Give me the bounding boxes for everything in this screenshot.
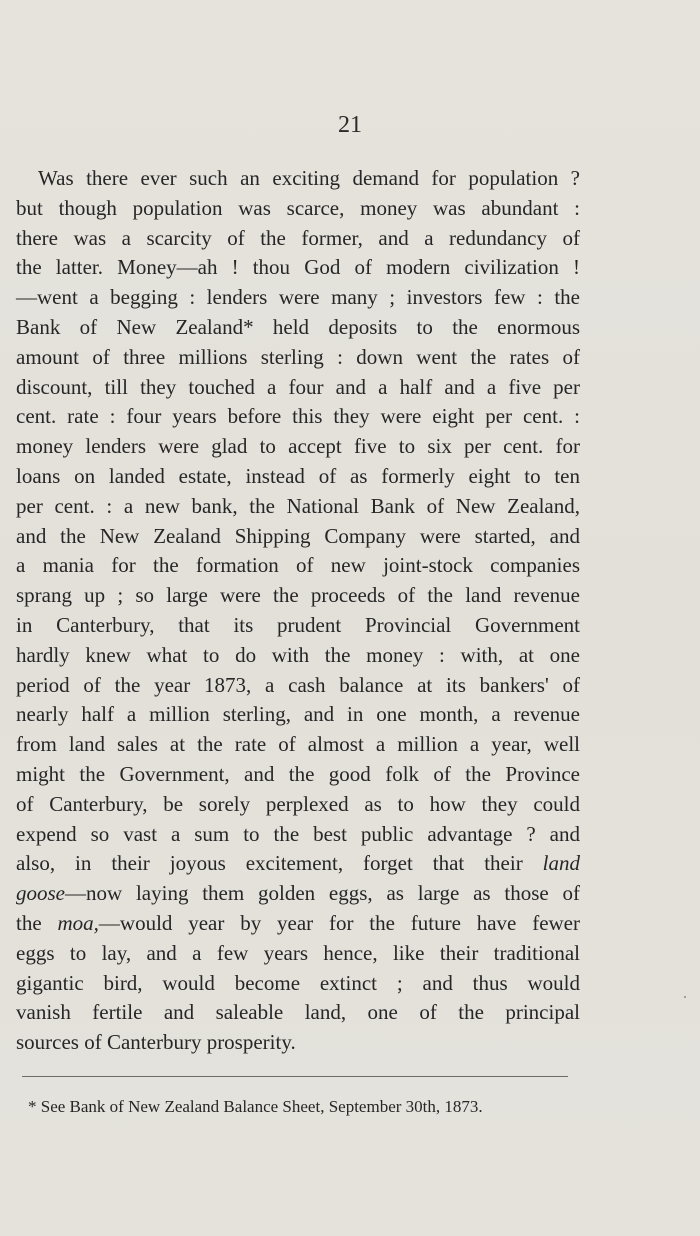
text-line: discount, till they touched a four and a half and a five per (16, 374, 580, 399)
text-line: expend so vast a sum to the best public advantage ? and (16, 821, 580, 846)
text-line: money lenders were glad to accept five to six per cent. for (16, 434, 580, 459)
text-line (16, 849, 580, 879)
text-line: cent. rate : four years before this they were eight per cent. : (16, 404, 580, 429)
italic-text: moa, (57, 910, 99, 935)
text-line: there was a scarcity of the former, and a redundancy of (16, 225, 580, 250)
text-line: period of the year 1873, a cash balance at its bankers' of (16, 672, 580, 697)
text-segment: —would year by year for the future have fewer (98, 910, 580, 935)
text-line: and the New Zealand Shipping Company were started, and (16, 523, 580, 548)
body-text (16, 164, 580, 1058)
text-line: eggs to lay, and a few years hence, like their traditional (16, 940, 580, 965)
text-line: but though population was scarce, money was abundant : (16, 195, 580, 220)
text-line: a mania for the formation of new joint-stock companies (16, 553, 580, 578)
text-line: the latter. Money—ah ! thou God of modern civilization ! (16, 255, 580, 280)
italic-text: goose (16, 881, 65, 906)
text-line: nearly half a million sterling, and in one month, a revenue (16, 702, 580, 727)
text-line: sprang up ; so large were the proceeds of the land revenue (16, 583, 580, 608)
text-line: gigantic bird, would become extinct ; and thus would (16, 970, 580, 995)
paper-speck (684, 996, 686, 998)
text-line: sources of Canterbury prosperity. (16, 1030, 296, 1055)
text-line (16, 879, 580, 909)
text-segment: the (16, 910, 42, 935)
text-line: from land sales at the rate of almost a million a year, well (16, 732, 580, 757)
text-line: in Canterbury, that its prudent Provincial Government (16, 612, 580, 637)
text-segment: —now laying them golden eggs, as large as those of (65, 881, 580, 906)
text-line: loans on landed estate, instead of as formerly eight to ten (16, 463, 580, 488)
footnote: * See Bank of New Zealand Balance Sheet, September 30th, 1873. (28, 1097, 483, 1116)
text-line: Was there ever such an exciting demand for population ? (38, 166, 580, 190)
text-line: of Canterbury, be sorely perplexed as to how they could (16, 791, 580, 816)
text-line: per cent. : a new bank, the National Bank of New Zealand, (16, 493, 580, 518)
text-line: might the Government, and the good folk of the Province (16, 761, 580, 786)
text-line: hardly knew what to do with the money : with, at one (16, 642, 580, 667)
text-line (16, 909, 580, 939)
text-line: vanish fertile and saleable land, one of the principal (16, 1000, 580, 1025)
italic-text: land (542, 851, 581, 876)
text-segment: also, in their joyous excitement, forget that their (16, 851, 523, 876)
text-line: —went a begging : lenders were many ; investors few : the (16, 285, 580, 310)
text-line: amount of three millions sterling : down went the rates of (16, 344, 580, 369)
text-line: Bank of New Zealand* held deposits to the enormous (16, 314, 580, 339)
page-number: 21 (338, 112, 362, 138)
footnote-rule (22, 1076, 568, 1077)
